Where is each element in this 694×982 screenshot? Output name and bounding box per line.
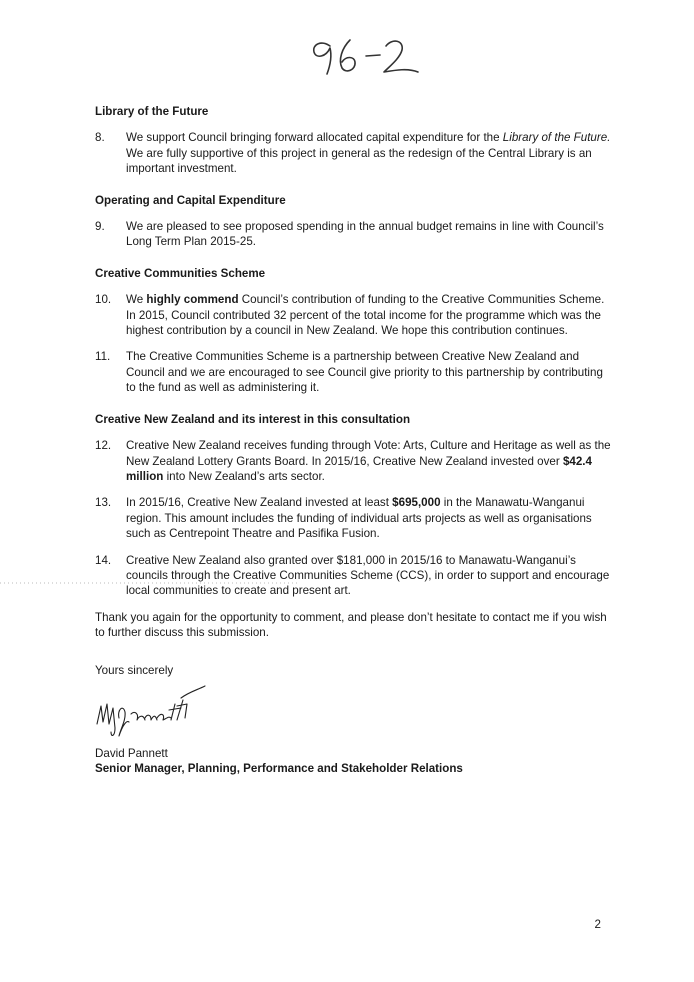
paragraph-number: 12. xyxy=(95,439,112,453)
paragraph-13 xyxy=(95,495,615,541)
signatory-title: Senior Manager, Planning, Performance and Stakeholder Relations xyxy=(95,762,463,776)
paragraph-text: The Creative Communities Scheme is a partnership between Creative New Zealand and Council and we are encouraged to see Council give priority to this partnership by contributing to the fund as well as administering it. xyxy=(126,350,603,395)
paragraph-text xyxy=(126,438,615,484)
paragraph-number: 8. xyxy=(95,131,105,145)
text-run: In 2015/16, Creative New Zealand invested at least xyxy=(126,496,393,510)
text-run: We are fully supportive of this project in general as the redesign of the Central Library is an important investment. xyxy=(126,146,592,176)
text-run: We support Council bringing forward allocated capital expenditure for the xyxy=(126,131,503,145)
paragraph-text xyxy=(126,130,615,176)
text-run: We xyxy=(126,293,147,307)
paragraph-number: 14. xyxy=(95,553,112,567)
paragraph-11 xyxy=(95,349,615,395)
handwritten-signature xyxy=(93,684,213,744)
scan-artifact-dotted-line xyxy=(0,582,300,584)
text-run: Council’s contribution of funding to the Creative Communities Scheme. In 2015, Council contributed 32 percent of the total income for the programme which was the highest contribution by a council in New Zealand. We hope this contribution continues. xyxy=(126,293,605,338)
bold-text: $42.4 million xyxy=(126,454,592,483)
sign-off: Yours sincerely xyxy=(95,663,174,677)
section-heading-operating: Operating and Capital Expenditure xyxy=(95,193,286,207)
closing-paragraph: Thank you again for the opportunity to comment, and please don’t hesitate to contact me if you wish to further discuss this submission. xyxy=(95,610,607,640)
paragraph-8 xyxy=(95,130,615,176)
paragraph-text xyxy=(126,292,615,338)
text-run: into New Zealand’s arts sector. xyxy=(163,469,325,483)
section-heading-creative-communities: Creative Communities Scheme xyxy=(95,266,266,280)
paragraph-text: Creative New Zealand also granted over $181,000 in 2015/16 to Manawatu-Wanganui’s councils through the Creative Communities Scheme (CCS), in order to support and encourage local communities to create and present art. xyxy=(126,553,610,598)
paragraph-text xyxy=(126,495,615,541)
paragraph-text: We are pleased to see proposed spending in the annual budget remains in line with Council’s Long Term Plan 2015-25. xyxy=(126,220,604,249)
letter-body xyxy=(95,104,615,777)
italic-text: Library of the Future. xyxy=(502,131,611,145)
paragraph-14 xyxy=(95,553,615,599)
paragraph-number: 10. xyxy=(95,293,112,307)
paragraph-12 xyxy=(95,438,615,484)
paragraph-10 xyxy=(95,292,615,338)
section-heading-library: Library of the Future xyxy=(95,105,209,118)
paragraph-9 xyxy=(95,219,615,250)
section-heading-creative-nz: Creative New Zealand and its interest in this consultation xyxy=(95,412,411,426)
bold-text: $695,000 xyxy=(392,496,441,510)
signatory-name: David Pannett xyxy=(95,746,168,760)
bold-text: highly commend xyxy=(146,293,239,307)
paragraph-number: 9. xyxy=(95,220,105,234)
paragraph-number: 13. xyxy=(95,496,112,510)
text-run: in the Manawatu-Wanganui region. This amount includes the funding of individual arts projects as well as organisations such as Centrepoint Theatre and Pasifika Fusion. xyxy=(126,496,592,541)
page-number: 2 xyxy=(594,918,601,931)
handwritten-reference-number xyxy=(300,26,430,84)
paragraph-number: 11. xyxy=(95,350,111,364)
text-run: Creative New Zealand receives funding through Vote: Arts, Culture and Heritage as well as the New Zealand Lottery Grants Board. In 2015/16, Creative New Zealand invested over xyxy=(126,439,611,468)
